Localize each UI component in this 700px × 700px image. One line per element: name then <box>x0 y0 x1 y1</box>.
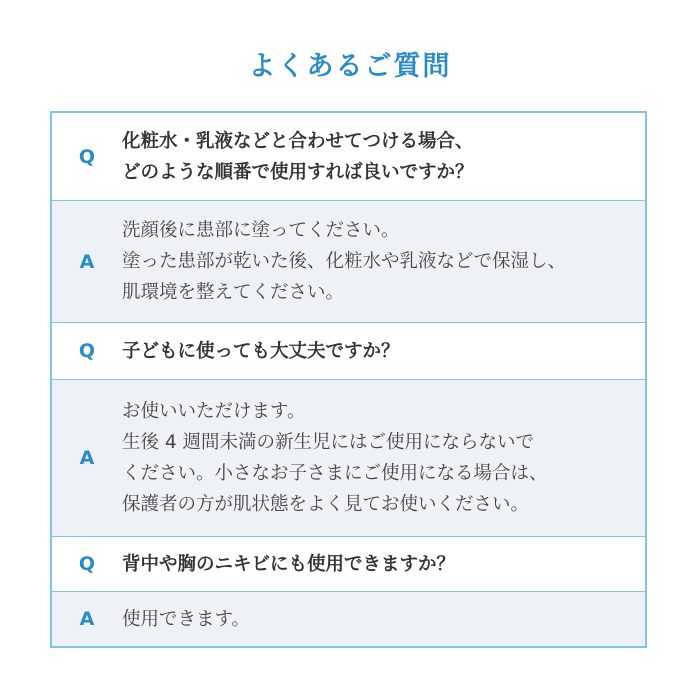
answer-text <box>122 604 645 635</box>
answer-line: お使いいただけます。 <box>122 401 306 422</box>
answer-text <box>122 396 645 520</box>
question-line: どのような順番で使用すれば良いですか？ <box>122 161 474 183</box>
answer-marker: A <box>79 250 95 273</box>
question-marker: Q <box>78 145 96 168</box>
answer-line: ください。小さなお子さまにご使用になる場合は、 <box>122 463 548 484</box>
question-line: 化粧水・乳液などと合わせてつける場合、 <box>122 130 474 152</box>
question-line: 背中や胸のニキビにも使用できますか？ <box>122 553 456 575</box>
question-marker: Q <box>78 340 96 362</box>
question-marker: Q <box>78 553 96 575</box>
answer-line: 洗顔後に患部に塗ってください。 <box>122 220 400 241</box>
page-title: よくあるご質問 <box>248 51 452 82</box>
faq-question-row-2 <box>52 322 645 379</box>
faq-question-row-3 <box>52 536 645 591</box>
answer-text <box>122 215 645 308</box>
faq-answer-row-2 <box>52 379 645 536</box>
question-text <box>122 336 645 367</box>
answer-line: 使用できます。 <box>122 608 251 630</box>
answer-marker: A <box>79 608 95 630</box>
question-line: 子どもに使っても大丈夫ですか？ <box>122 340 400 362</box>
answer-line: 肌環境を整えてください。 <box>122 282 345 303</box>
answer-line: 生後 4 週間未満の新生児にはご使用にならないで <box>122 432 535 453</box>
question-text <box>122 126 645 188</box>
faq-question-row-1 <box>52 113 645 200</box>
answer-line: 塗った患部が乾いた後、化粧水や乳液などで保湿し、 <box>122 251 567 272</box>
faq-answer-row-1 <box>52 200 645 322</box>
question-text <box>122 549 645 580</box>
faq-answer-row-3 <box>52 591 645 646</box>
answer-marker: A <box>79 447 95 469</box>
answer-line: 保護者の方が肌状態をよく見てお使いください。 <box>122 494 530 515</box>
faq-table <box>50 111 647 648</box>
